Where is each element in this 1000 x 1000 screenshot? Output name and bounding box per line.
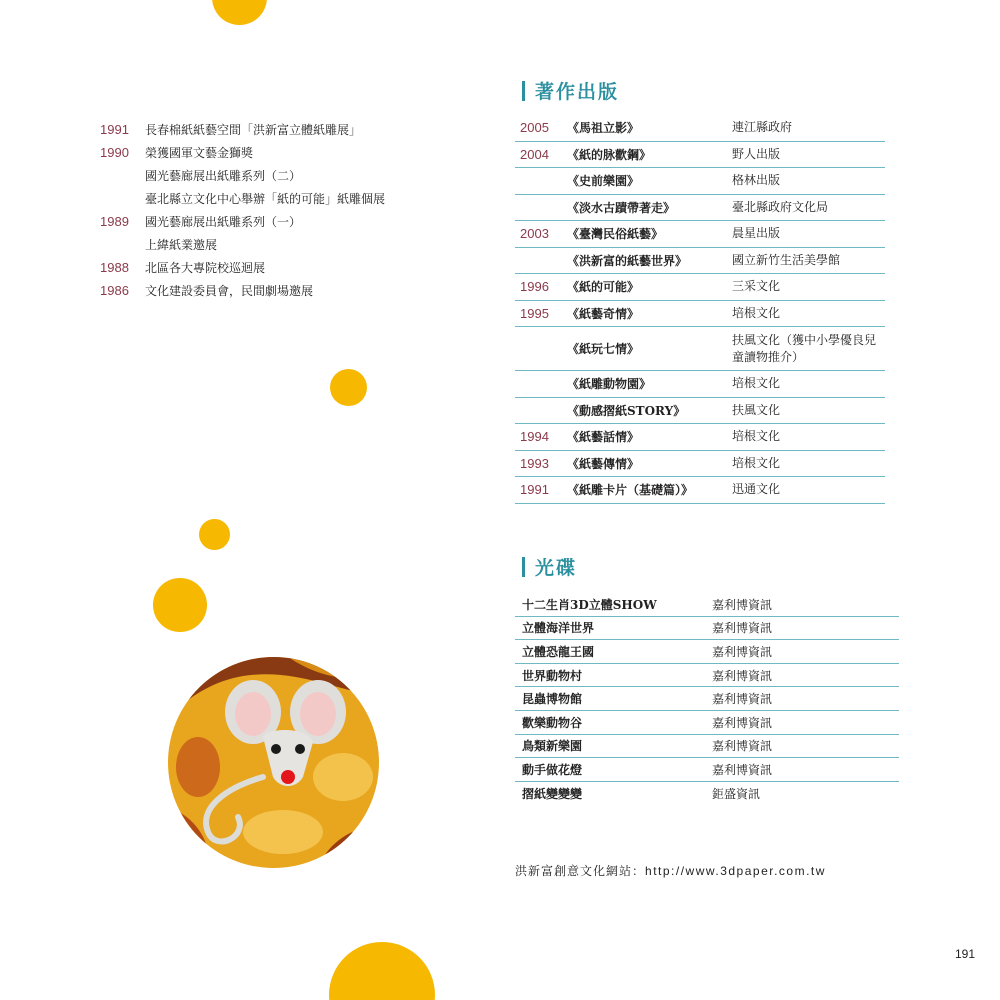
cd-row bbox=[515, 687, 899, 711]
exhibition-item bbox=[100, 279, 420, 302]
publication-publisher: 格林出版 bbox=[732, 173, 781, 188]
publication-title: 《史前樂園》 bbox=[567, 174, 640, 189]
exhibition-text: 國光藝廊展出紙雕系列（二） bbox=[145, 169, 302, 183]
publications-heading-text: 著作出版 bbox=[535, 81, 620, 103]
publication-row bbox=[515, 195, 885, 222]
publication-publisher: 野人出版 bbox=[732, 146, 781, 161]
cd-publisher: 嘉利博資訊 bbox=[712, 715, 773, 730]
exhibition-text: 榮獲國軍文藝金獅獎 bbox=[145, 146, 254, 160]
exhibition-list bbox=[100, 118, 420, 302]
publication-year: 1996 bbox=[520, 279, 549, 295]
publication-row bbox=[515, 115, 885, 142]
publication-row bbox=[515, 142, 885, 169]
publication-title: 《紙玩七情》 bbox=[567, 342, 640, 356]
publication-year: 2005 bbox=[520, 120, 549, 136]
publication-publisher: 連江縣政府 bbox=[732, 120, 793, 135]
publication-year: 1995 bbox=[520, 305, 549, 321]
publication-title: 《紙藝奇情》 bbox=[567, 306, 640, 321]
exhibition-item bbox=[100, 141, 420, 164]
publication-row bbox=[515, 248, 885, 275]
exhibition-item bbox=[100, 256, 420, 279]
exhibition-text: 長春棉紙紙藝空間「洪新富立體紙雕展」 bbox=[145, 123, 362, 137]
publications-table bbox=[515, 115, 885, 504]
cd-row bbox=[515, 782, 899, 806]
publication-publisher: 迅通文化 bbox=[732, 482, 781, 497]
exhibition-item bbox=[100, 118, 420, 141]
publication-title: 《馬祖立影》 bbox=[567, 121, 640, 136]
publication-row bbox=[515, 424, 885, 451]
decorative-dot bbox=[153, 578, 207, 632]
cd-row bbox=[515, 640, 899, 664]
cd-table bbox=[515, 593, 899, 805]
cd-row bbox=[515, 593, 899, 617]
publication-title: 《淡水古蹟帶著走》 bbox=[567, 200, 676, 215]
cd-title: 摺紙變變變 bbox=[522, 787, 583, 802]
publication-title: 《紙雕動物園》 bbox=[567, 377, 652, 392]
publication-publisher: 國立新竹生活美學館 bbox=[732, 252, 841, 267]
publication-row bbox=[515, 477, 885, 504]
decorative-dot bbox=[199, 519, 230, 550]
cd-publisher: 嘉利博資訊 bbox=[712, 739, 773, 754]
cd-title: 十二生肖3D立體SHOW bbox=[522, 597, 657, 612]
publication-title: 《紙的脉歡鋼》 bbox=[567, 147, 652, 162]
cd-row bbox=[515, 735, 899, 759]
exhibition-item bbox=[100, 210, 420, 233]
cd-row bbox=[515, 758, 899, 782]
decorative-dot bbox=[329, 942, 435, 1000]
publication-publisher: 培根文化 bbox=[732, 305, 781, 320]
exhibition-text: 上緯紙業邀展 bbox=[145, 238, 218, 252]
exhibition-year: 1991 bbox=[100, 122, 129, 137]
cd-publisher: 鉅盛資訊 bbox=[712, 787, 761, 802]
heading-bar bbox=[522, 81, 525, 101]
publication-title: 《洪新富的紙藝世界》 bbox=[567, 253, 688, 268]
publication-row bbox=[515, 398, 885, 425]
publication-row bbox=[515, 221, 885, 248]
page-number: 191 bbox=[955, 947, 976, 961]
publication-row bbox=[515, 451, 885, 478]
exhibition-year: 1988 bbox=[100, 260, 129, 275]
heading-bar bbox=[522, 557, 525, 577]
cd-title: 立體恐龍王國 bbox=[522, 644, 595, 659]
publication-year: 2003 bbox=[520, 226, 549, 242]
publication-year: 1994 bbox=[520, 429, 549, 445]
decorative-dot bbox=[212, 0, 267, 25]
publication-row bbox=[515, 371, 885, 398]
publication-year: 1991 bbox=[520, 482, 549, 498]
cd-publisher: 嘉利博資訊 bbox=[712, 597, 773, 612]
cd-publisher: 嘉利博資訊 bbox=[712, 644, 773, 659]
paper-mouse-illustration bbox=[168, 657, 379, 868]
cd-heading-text: 光碟 bbox=[535, 557, 578, 579]
cd-title: 立體海洋世界 bbox=[522, 621, 595, 636]
cd-heading bbox=[522, 553, 577, 580]
publication-title: 《臺灣民俗紙藝》 bbox=[567, 227, 664, 242]
publication-year: 2004 bbox=[520, 146, 549, 162]
publication-publisher: 臺北縣政府文化局 bbox=[732, 199, 829, 214]
exhibition-text: 國光藝廊展出紙雕系列（一） bbox=[145, 215, 302, 229]
exhibition-item bbox=[100, 164, 420, 187]
website-line bbox=[515, 862, 826, 879]
website-label: 洪新富創意文化網站： bbox=[515, 864, 646, 878]
publication-title: 《紙的可能》 bbox=[567, 280, 640, 295]
exhibition-item bbox=[100, 187, 420, 210]
publication-publisher: 晨星出版 bbox=[732, 226, 781, 241]
publication-publisher: 培根文化 bbox=[732, 429, 781, 444]
publication-title: 《動感摺紙STORY》 bbox=[567, 403, 686, 418]
publication-publisher: 三采文化 bbox=[732, 279, 781, 294]
exhibition-text: 臺北縣立文化中心舉辦「紙的可能」紙雕個展 bbox=[145, 192, 386, 206]
cd-title: 歡樂動物谷 bbox=[522, 715, 583, 730]
cd-row bbox=[515, 617, 899, 641]
publication-title: 《紙雕卡片（基礎篇）》 bbox=[567, 483, 694, 498]
publication-row bbox=[515, 274, 885, 301]
cd-publisher: 嘉利博資訊 bbox=[712, 668, 773, 683]
publication-publisher: 扶風文化 bbox=[732, 402, 781, 417]
exhibition-year: 1989 bbox=[100, 214, 129, 229]
cd-title: 世界動物村 bbox=[522, 668, 583, 683]
cd-row bbox=[515, 664, 899, 688]
publication-publisher: 培根文化 bbox=[732, 455, 781, 470]
decorative-dot bbox=[330, 369, 367, 406]
cd-title: 鳥類新樂園 bbox=[522, 739, 583, 754]
publication-year: 1993 bbox=[520, 455, 549, 471]
publication-publisher: 培根文化 bbox=[732, 376, 781, 391]
publication-title: 《紙藝話情》 bbox=[567, 430, 640, 445]
publication-publisher: 扶風文化（獲中小學優良兒童讀物推介） bbox=[732, 332, 877, 364]
exhibition-text: 文化建設委員會，民間劇場邀展 bbox=[145, 284, 314, 298]
website-url[interactable]: http://www.3dpaper.com.tw bbox=[645, 864, 826, 878]
exhibition-year: 1990 bbox=[100, 145, 129, 160]
cd-title: 動手做花燈 bbox=[522, 762, 583, 777]
publication-row bbox=[515, 168, 885, 195]
publication-row bbox=[515, 327, 885, 371]
exhibition-text: 北區各大專院校巡迴展 bbox=[145, 261, 266, 275]
publication-row bbox=[515, 301, 885, 328]
paper-mouse-photo bbox=[168, 657, 379, 868]
cd-publisher: 嘉利博資訊 bbox=[712, 692, 773, 707]
cd-row bbox=[515, 711, 899, 735]
cd-title: 昆蟲博物館 bbox=[522, 692, 583, 707]
cd-publisher: 嘉利博資訊 bbox=[712, 621, 773, 636]
publication-title: 《紙藝傳情》 bbox=[567, 456, 640, 471]
exhibition-item bbox=[100, 233, 420, 256]
exhibition-year: 1986 bbox=[100, 283, 129, 298]
cd-publisher: 嘉利博資訊 bbox=[712, 762, 773, 777]
publications-heading bbox=[522, 77, 619, 104]
